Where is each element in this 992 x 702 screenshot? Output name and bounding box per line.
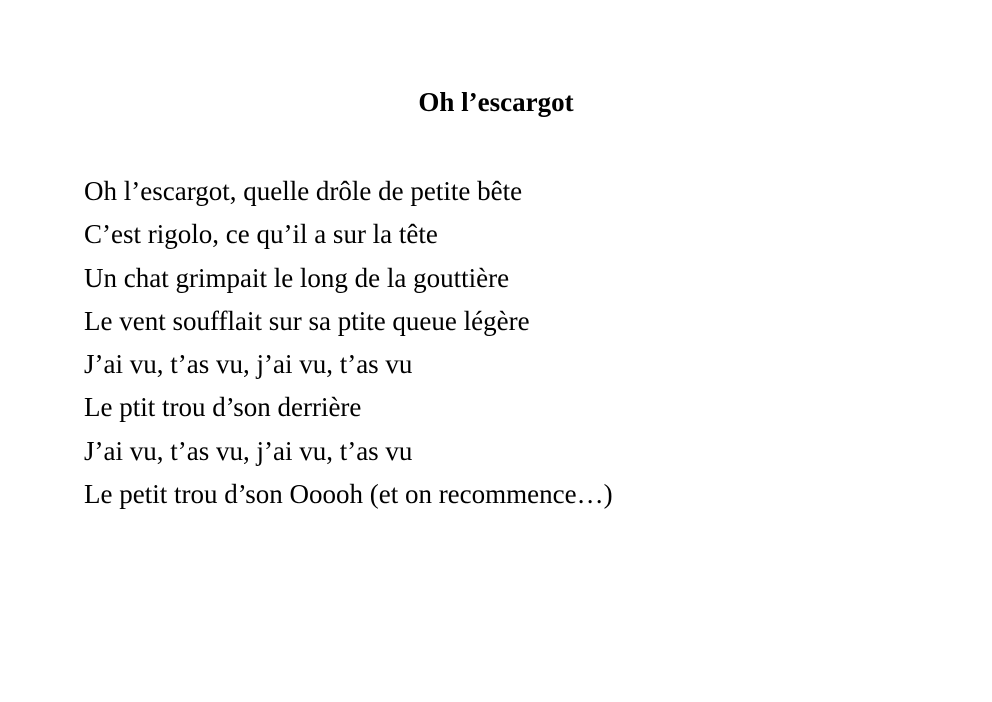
lyric-line: Oh l’escargot, quelle drôle de petite bête [84,176,523,206]
lyric-line: Le petit trou d’son Ooooh (et on recommence…) [84,479,613,510]
page-title: Oh l’escargot [418,87,574,117]
lyric-line: J’ai vu, t’as vu, j’ai vu, t’as vu [84,349,413,380]
lyric-line: C’est rigolo, ce qu’il a sur la tête [84,219,438,250]
lyric-line: J’ai vu, t’as vu, j’ai vu, t’as vu [84,435,413,466]
lyrics-list [84,170,613,516]
lyric-line: Le ptit trou d’son derrière [84,392,362,423]
lyric-line: Le vent soufflait sur sa ptite queue légère [84,305,530,336]
lyric-line: Un chat grimpait le long de la gouttière [84,262,510,293]
